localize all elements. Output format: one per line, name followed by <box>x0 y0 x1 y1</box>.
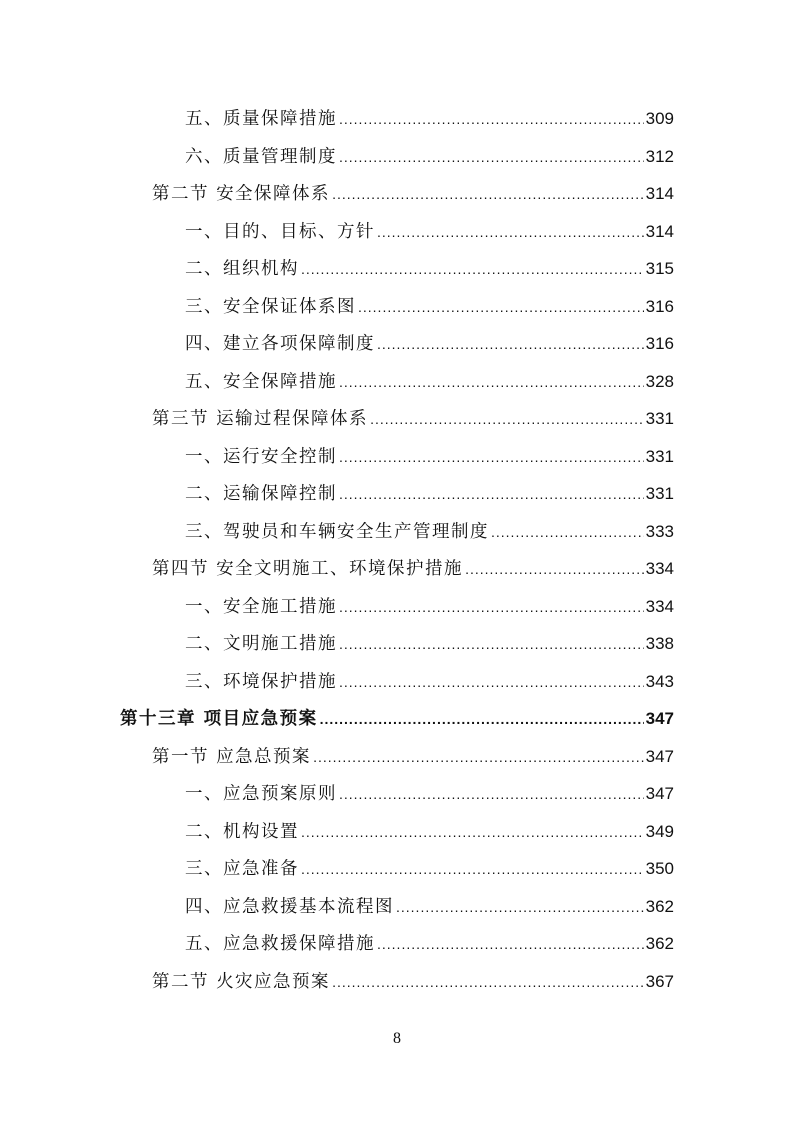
dot-leader <box>491 514 644 550</box>
toc-entry-page: 350 <box>645 859 674 878</box>
toc-entry-title: 一、目的、目标、方针 <box>185 221 375 242</box>
toc-entry[interactable] <box>185 289 674 325</box>
toc-entry[interactable] <box>185 439 674 475</box>
toc-entry-page: 331 <box>645 446 674 466</box>
toc-entry-title: 第十三章 项目应急预案 <box>120 709 318 729</box>
toc-entry-page: 347 <box>645 709 674 728</box>
toc-entry-page: 333 <box>645 521 674 541</box>
dot-leader <box>332 964 644 1000</box>
dot-leader <box>339 776 644 812</box>
toc-entry-page: 334 <box>645 596 674 616</box>
toc-entry[interactable] <box>185 626 674 662</box>
dot-leader <box>313 739 644 775</box>
toc-entry-page: 367 <box>645 971 674 991</box>
toc-entry-page: 316 <box>645 296 674 316</box>
toc-entry-title: 四、建立各项保障制度 <box>185 334 375 354</box>
dot-leader <box>301 851 644 887</box>
dot-leader <box>377 326 644 362</box>
toc-entry-title: 二、文明施工措施 <box>185 634 337 654</box>
dot-leader <box>301 814 644 850</box>
toc-entry[interactable] <box>185 926 674 962</box>
toc-entry-page: 315 <box>645 259 674 278</box>
toc-entry[interactable] <box>185 101 674 137</box>
dot-leader <box>339 139 644 175</box>
toc-entry-page: 338 <box>645 634 674 653</box>
toc-entry-page: 362 <box>645 896 674 916</box>
toc-entry-title: 三、驾驶员和车辆安全生产管理制度 <box>185 521 489 542</box>
toc-entry[interactable] <box>185 851 674 887</box>
toc-entry-page: 314 <box>645 221 674 241</box>
toc-entry-title: 第二节 安全保障体系 <box>152 184 331 204</box>
toc-entry-page: 343 <box>645 671 674 691</box>
dot-leader <box>320 701 644 737</box>
toc-entry[interactable] <box>185 139 674 175</box>
toc-entry-page: 328 <box>645 371 674 391</box>
toc-entry-title: 五、应急救援保障措施 <box>185 934 375 954</box>
toc-chapter-entry[interactable] <box>120 701 674 737</box>
toc-entry-title: 一、安全施工措施 <box>185 596 337 617</box>
toc-entry-title: 五、安全保障措施 <box>185 371 337 392</box>
toc-entry[interactable] <box>152 739 674 775</box>
dot-leader <box>339 101 644 137</box>
toc-entry-title: 第三节 运输过程保障体系 <box>152 409 369 429</box>
toc-entry-title: 二、机构设置 <box>185 821 299 842</box>
dot-leader <box>358 289 644 325</box>
toc-entry-page: 334 <box>645 559 674 578</box>
toc-entry-title: 第一节 应急总预案 <box>152 746 312 767</box>
dot-leader <box>332 176 644 212</box>
toc-entry-title: 一、运行安全控制 <box>185 446 337 467</box>
dot-leader <box>396 889 644 925</box>
toc-entry[interactable] <box>152 401 674 437</box>
toc-entry-title: 二、组织机构 <box>185 259 299 279</box>
toc-entry[interactable] <box>185 326 674 362</box>
toc-entry[interactable] <box>152 176 674 212</box>
toc-entry-title: 六、质量管理制度 <box>185 146 337 167</box>
toc-entry-page: 362 <box>645 934 674 953</box>
toc-entry-page: 347 <box>645 746 674 766</box>
toc-entry[interactable] <box>185 889 674 925</box>
toc-entry-title: 二、运输保障控制 <box>185 484 337 504</box>
dot-leader <box>339 364 644 400</box>
toc-entry-title: 三、环境保护措施 <box>185 671 337 692</box>
dot-leader <box>339 589 644 625</box>
toc-entry-page: 309 <box>645 109 674 128</box>
toc-entry[interactable] <box>185 214 674 250</box>
toc-entry-title: 五、质量保障措施 <box>185 109 337 129</box>
toc-entry[interactable] <box>185 476 674 512</box>
dot-leader <box>465 551 644 587</box>
dot-leader <box>339 476 644 512</box>
toc-entry-title: 一、应急预案原则 <box>185 784 337 804</box>
toc-entry[interactable] <box>185 514 674 550</box>
toc-entry[interactable] <box>185 776 674 812</box>
toc-entry-page: 331 <box>645 409 674 428</box>
toc-entry[interactable] <box>185 589 674 625</box>
page-number: 8 <box>393 1030 401 1047</box>
toc-entry[interactable] <box>185 664 674 700</box>
toc-entry-page: 316 <box>645 334 674 353</box>
toc-entry-page: 349 <box>645 821 674 841</box>
toc-entry-title: 第二节 火灾应急预案 <box>152 971 331 992</box>
toc-entry-title: 三、安全保证体系图 <box>185 296 356 317</box>
toc-entry-page: 347 <box>645 784 674 803</box>
dot-leader <box>339 626 644 662</box>
dot-leader <box>339 664 644 700</box>
toc-entry[interactable] <box>152 551 674 587</box>
dot-leader <box>301 251 644 287</box>
dot-leader <box>377 214 644 250</box>
toc-entry[interactable] <box>185 814 674 850</box>
dot-leader <box>370 401 644 437</box>
toc-entry-page: 312 <box>645 146 674 166</box>
dot-leader <box>377 926 644 962</box>
dot-leader <box>339 439 644 475</box>
toc-entry[interactable] <box>185 251 674 287</box>
toc-entry[interactable] <box>152 964 674 1000</box>
toc-entry-page: 331 <box>645 484 674 503</box>
toc-entry-title: 第四节 安全文明施工、环境保护措施 <box>152 559 464 579</box>
toc-entry[interactable] <box>185 364 674 400</box>
toc-entry-title: 三、应急准备 <box>185 859 299 879</box>
toc-entry-title: 四、应急救援基本流程图 <box>185 896 394 917</box>
toc-entry-page: 314 <box>645 184 674 203</box>
